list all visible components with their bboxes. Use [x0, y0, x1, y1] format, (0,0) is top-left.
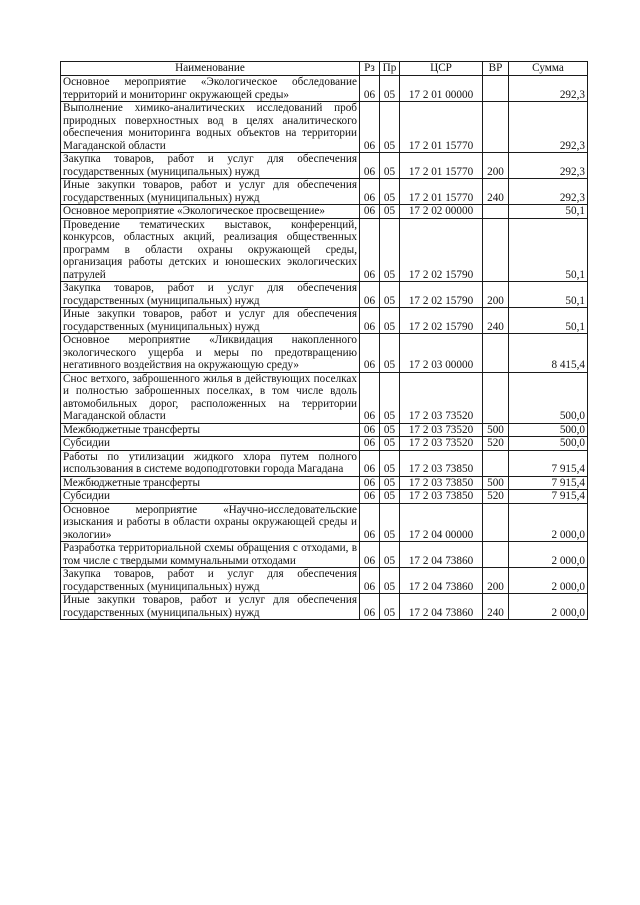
row-vr: 500 [483, 423, 509, 437]
row-sum: 7 915,4 [509, 490, 588, 504]
header-sum: Сумма [509, 62, 588, 76]
row-vr: 240 [483, 179, 509, 205]
row-csr: 17 2 03 73520 [400, 437, 483, 451]
row-name: Закупка товаров, работ и услуг для обеспечения государственных (муниципальных) нужд [61, 568, 360, 594]
row-name: Межбюджетные трансферты [61, 423, 360, 437]
header-csr: ЦСР [400, 62, 483, 76]
header-vr: ВР [483, 62, 509, 76]
row-name: Закупка товаров, работ и услуг для обеспечения государственных (муниципальных) нужд [61, 282, 360, 308]
row-pr: 05 [380, 542, 400, 568]
row-sum: 50,1 [509, 218, 588, 282]
row-pr: 05 [380, 476, 400, 490]
row-vr [483, 542, 509, 568]
table-header-row [61, 62, 588, 76]
budget-table [60, 61, 588, 620]
row-vr: 200 [483, 568, 509, 594]
row-pr: 05 [380, 423, 400, 437]
row-rz: 06 [360, 450, 380, 476]
row-rz: 06 [360, 205, 380, 219]
row-rz: 06 [360, 437, 380, 451]
row-pr: 05 [380, 218, 400, 282]
row-csr: 17 2 02 15790 [400, 282, 483, 308]
row-name: Выполнение химико-аналитических исследований проб природных поверхностных вод в целях аналитического обеспечения мониторинга водных объектов на территории Магаданской области [61, 102, 360, 153]
row-vr: 200 [483, 282, 509, 308]
row-csr: 17 2 01 00000 [400, 76, 483, 102]
row-rz: 06 [360, 594, 380, 620]
row-rz: 06 [360, 179, 380, 205]
row-sum: 500,0 [509, 423, 588, 437]
row-name: Основное мероприятие «Научно-исследовательские изыскания и работы в области охраны окружающей среды и экологии» [61, 503, 360, 542]
row-pr: 05 [380, 437, 400, 451]
row-csr: 17 2 04 00000 [400, 503, 483, 542]
row-vr [483, 503, 509, 542]
row-csr: 17 2 02 00000 [400, 205, 483, 219]
row-pr: 05 [380, 503, 400, 542]
table-row [61, 153, 588, 179]
table-row [61, 568, 588, 594]
row-sum: 292,3 [509, 76, 588, 102]
row-vr: 500 [483, 476, 509, 490]
row-rz: 06 [360, 503, 380, 542]
row-sum: 500,0 [509, 372, 588, 423]
row-name: Основное мероприятие «Экологическое просвещение» [61, 205, 360, 219]
row-pr: 05 [380, 308, 400, 334]
row-name: Иные закупки товаров, работ и услуг для обеспечения государственных (муниципальных) нужд [61, 179, 360, 205]
row-csr: 17 2 04 73860 [400, 568, 483, 594]
row-sum: 2 000,0 [509, 503, 588, 542]
row-rz: 06 [360, 153, 380, 179]
row-csr: 17 2 03 73520 [400, 372, 483, 423]
row-csr: 17 2 01 15770 [400, 179, 483, 205]
table-row [61, 437, 588, 451]
row-csr: 17 2 03 73850 [400, 490, 483, 504]
row-name: Основное мероприятие «Ликвидация накопленного экологического ущерба и меры по предотвращению негативного воздействия на окружающую среду» [61, 334, 360, 373]
row-pr: 05 [380, 205, 400, 219]
row-sum: 292,3 [509, 102, 588, 153]
row-pr: 05 [380, 179, 400, 205]
table-row [61, 450, 588, 476]
row-vr [483, 372, 509, 423]
row-rz: 06 [360, 334, 380, 373]
table-row [61, 503, 588, 542]
row-pr: 05 [380, 450, 400, 476]
table-row [61, 476, 588, 490]
row-csr: 17 2 03 73520 [400, 423, 483, 437]
table-body [61, 76, 588, 620]
row-name: Закупка товаров, работ и услуг для обеспечения государственных (муниципальных) нужд [61, 153, 360, 179]
row-rz: 06 [360, 372, 380, 423]
row-vr: 200 [483, 153, 509, 179]
row-sum: 50,1 [509, 282, 588, 308]
row-name: Межбюджетные трансферты [61, 476, 360, 490]
row-csr: 17 2 04 73860 [400, 542, 483, 568]
table-row [61, 76, 588, 102]
row-rz: 06 [360, 490, 380, 504]
row-csr: 17 2 01 15770 [400, 102, 483, 153]
row-rz: 06 [360, 568, 380, 594]
row-csr: 17 2 03 73850 [400, 476, 483, 490]
row-csr: 17 2 02 15790 [400, 308, 483, 334]
row-sum: 292,3 [509, 179, 588, 205]
table-row [61, 179, 588, 205]
header-name: Наименование [61, 62, 360, 76]
table-row [61, 372, 588, 423]
row-sum: 50,1 [509, 205, 588, 219]
row-name: Субсидии [61, 490, 360, 504]
row-sum: 500,0 [509, 437, 588, 451]
row-name: Основное мероприятие «Экологическое обследование территорий и мониторинг окружающей среды» [61, 76, 360, 102]
row-pr: 05 [380, 568, 400, 594]
row-name: Снос ветхого, заброшенного жилья в действующих поселках и полностью заброшенных поселках, в том числе вдоль автомобильных дорог, расположенных на территории Магаданской области [61, 372, 360, 423]
row-name: Субсидии [61, 437, 360, 451]
row-sum: 7 915,4 [509, 476, 588, 490]
table-row [61, 490, 588, 504]
row-pr: 05 [380, 102, 400, 153]
table-row [61, 205, 588, 219]
table-row [61, 102, 588, 153]
row-csr: 17 2 01 15770 [400, 153, 483, 179]
row-csr: 17 2 03 73850 [400, 450, 483, 476]
row-rz: 06 [360, 476, 380, 490]
row-rz: 06 [360, 76, 380, 102]
row-pr: 05 [380, 372, 400, 423]
row-rz: 06 [360, 423, 380, 437]
row-sum: 2 000,0 [509, 542, 588, 568]
row-vr [483, 450, 509, 476]
row-sum: 2 000,0 [509, 594, 588, 620]
table-row [61, 308, 588, 334]
row-vr [483, 334, 509, 373]
row-rz: 06 [360, 282, 380, 308]
table-row [61, 594, 588, 620]
row-vr [483, 102, 509, 153]
row-name: Иные закупки товаров, работ и услуг для обеспечения государственных (муниципальных) нужд [61, 308, 360, 334]
table-row [61, 542, 588, 568]
row-sum: 2 000,0 [509, 568, 588, 594]
row-vr: 520 [483, 437, 509, 451]
row-rz: 06 [360, 308, 380, 334]
row-csr: 17 2 02 15790 [400, 218, 483, 282]
row-vr [483, 218, 509, 282]
row-rz: 06 [360, 542, 380, 568]
row-vr: 240 [483, 308, 509, 334]
row-sum: 50,1 [509, 308, 588, 334]
table-row [61, 282, 588, 308]
row-pr: 05 [380, 282, 400, 308]
table-row [61, 423, 588, 437]
row-pr: 05 [380, 594, 400, 620]
row-rz: 06 [360, 218, 380, 282]
table-row [61, 218, 588, 282]
row-pr: 05 [380, 490, 400, 504]
row-pr: 05 [380, 76, 400, 102]
row-vr [483, 76, 509, 102]
row-csr: 17 2 03 00000 [400, 334, 483, 373]
row-pr: 05 [380, 153, 400, 179]
row-vr [483, 205, 509, 219]
row-csr: 17 2 04 73860 [400, 594, 483, 620]
row-name: Проведение тематических выставок, конференций, конкурсов, областных акций, реализация общественных программ в области охраны окружающей среды, организация работы детских и юношеских экологических патрулей [61, 218, 360, 282]
row-sum: 292,3 [509, 153, 588, 179]
header-rz: Рз [360, 62, 380, 76]
row-name: Разработка территориальной схемы обращения с отходами, в том числе с твердыми коммунальными отходами [61, 542, 360, 568]
row-name: Работы по утилизации жидкого хлора путем полного использования в системе водоподготовки города Магадана [61, 450, 360, 476]
row-sum: 7 915,4 [509, 450, 588, 476]
row-name: Иные закупки товаров, работ и услуг для обеспечения государственных (муниципальных) нужд [61, 594, 360, 620]
header-pr: Пр [380, 62, 400, 76]
row-pr: 05 [380, 334, 400, 373]
row-sum: 8 415,4 [509, 334, 588, 373]
row-rz: 06 [360, 102, 380, 153]
table-row [61, 334, 588, 373]
row-vr: 240 [483, 594, 509, 620]
row-vr: 520 [483, 490, 509, 504]
